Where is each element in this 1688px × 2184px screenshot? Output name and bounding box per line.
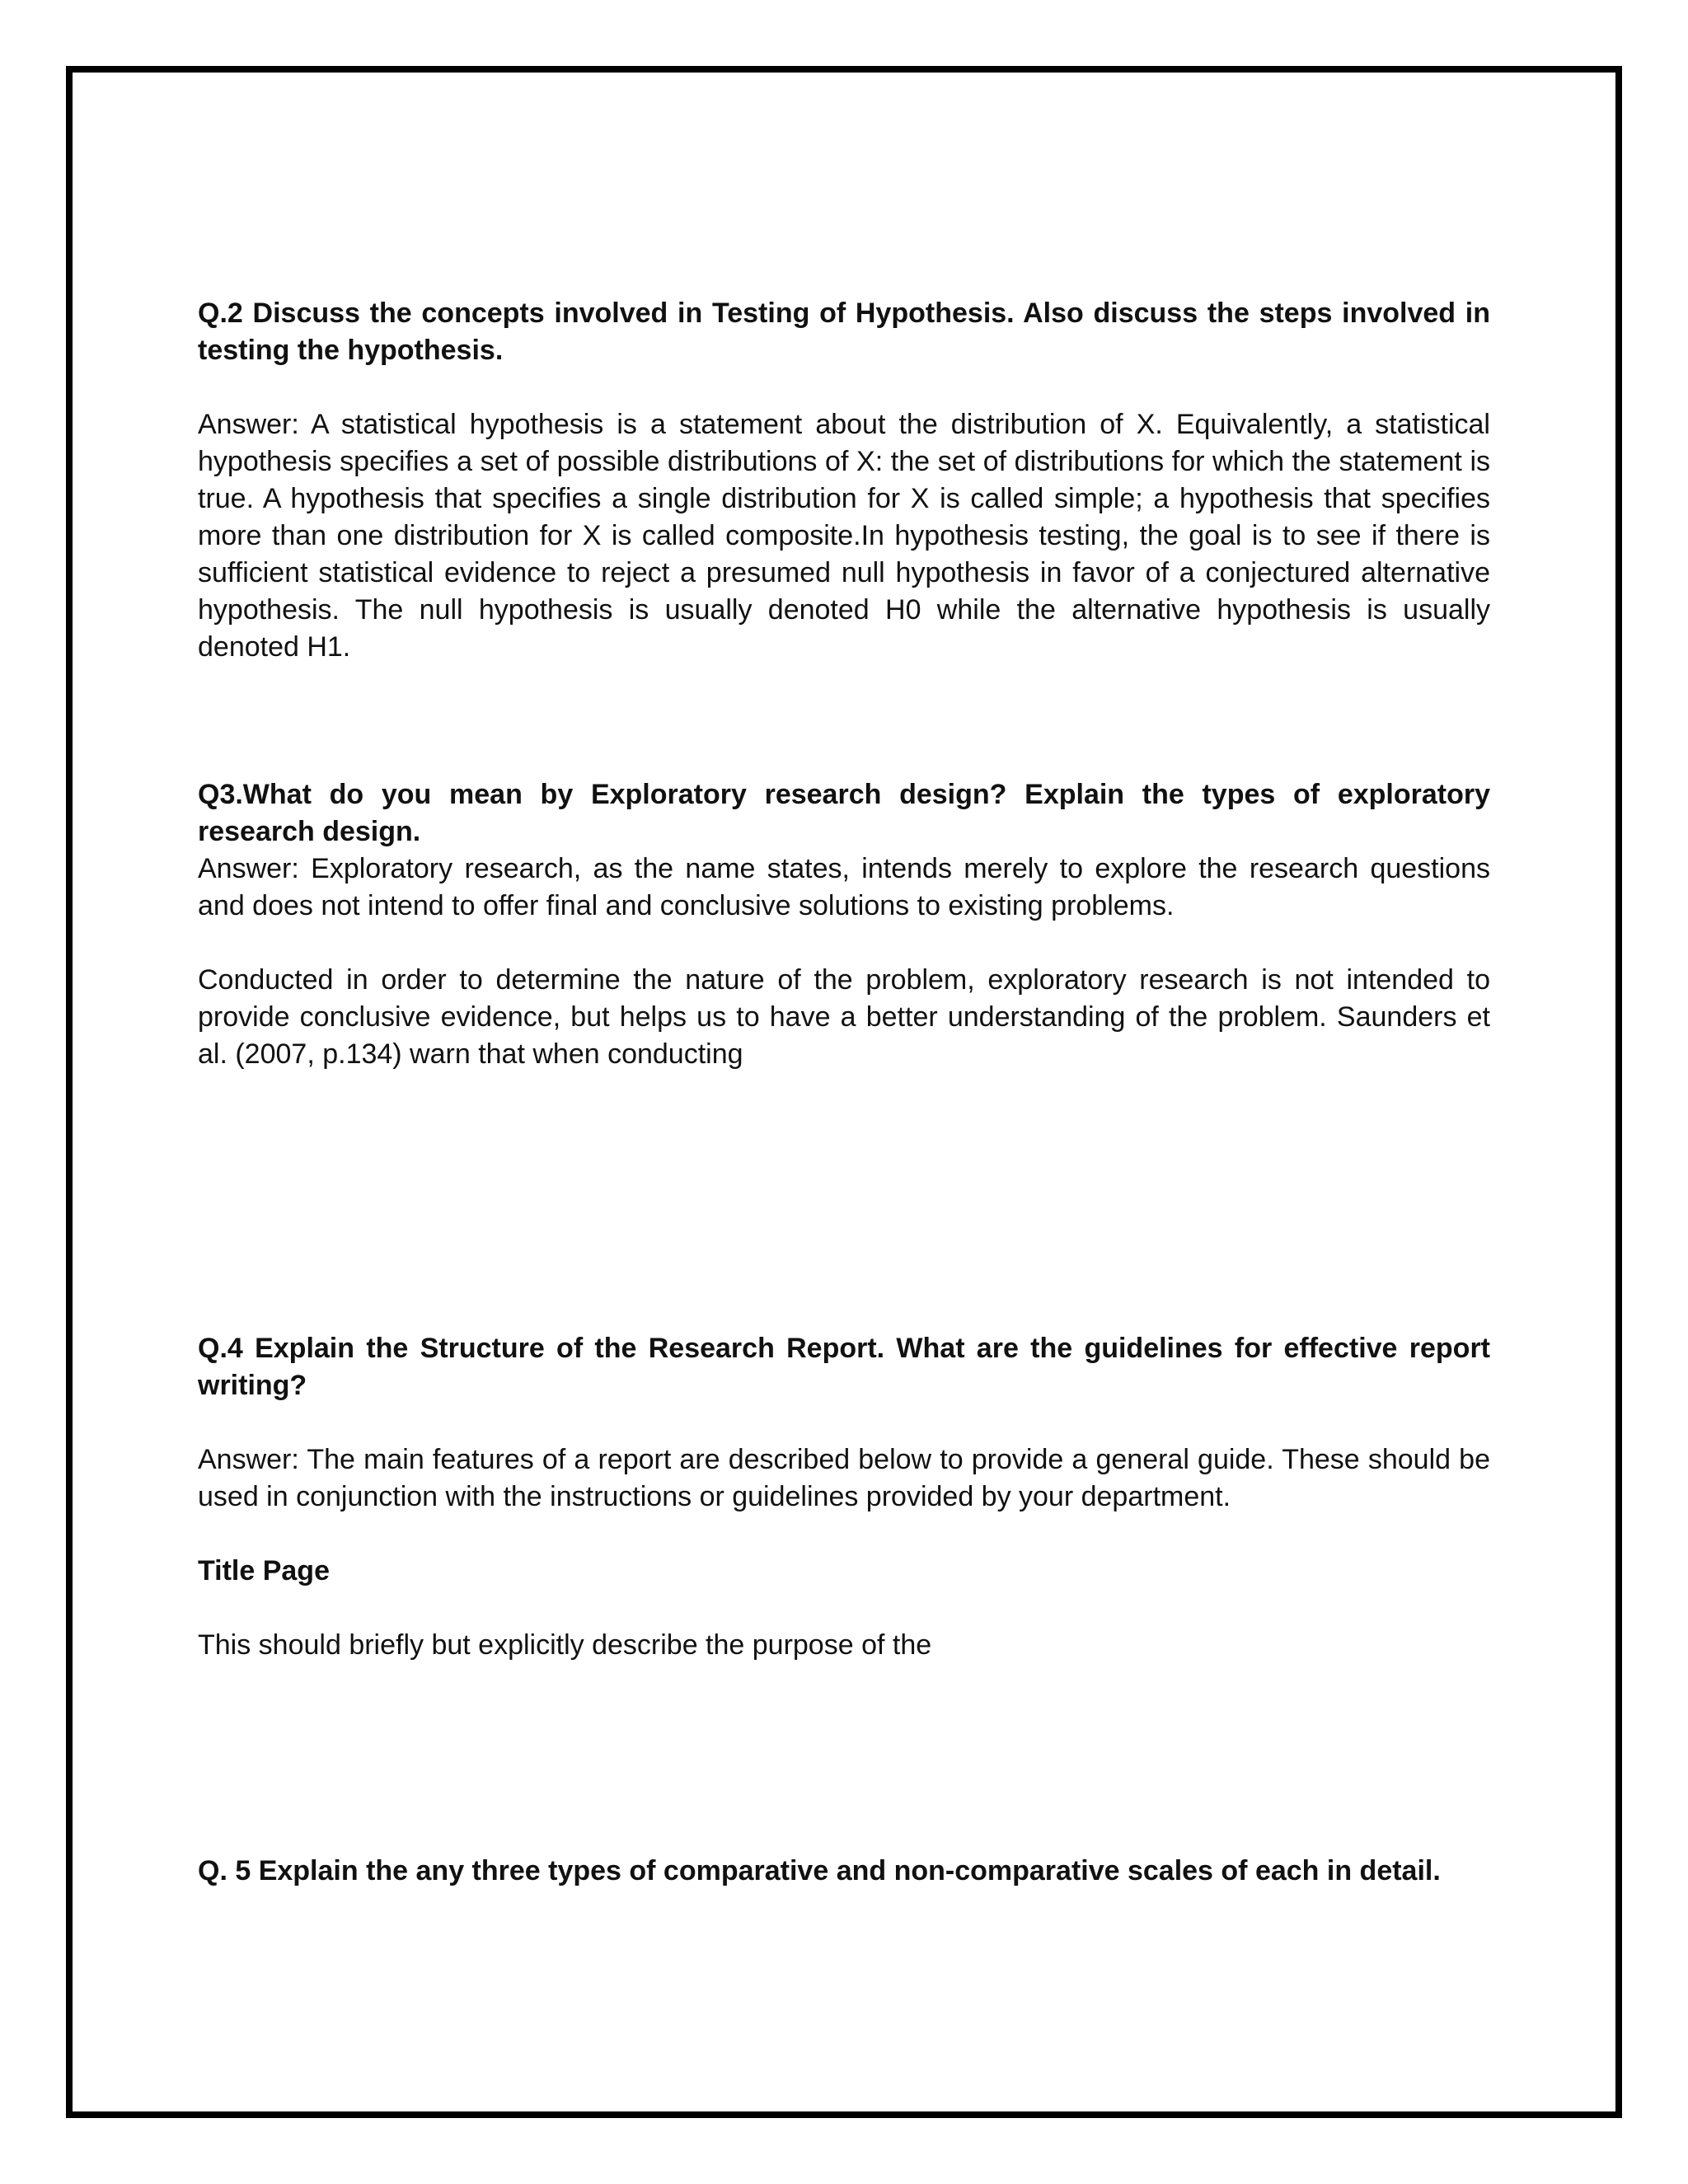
q3-answer: Answer: Exploratory research, as the name states, intends merely to explore the research questions and does not intend to offer final and conclusive solutions to existing problems. xyxy=(198,853,1490,921)
q2-section xyxy=(198,295,1490,666)
q3-question: Q3.What do you mean by Exploratory research design? Explain the types of exploratory research design. xyxy=(198,779,1490,847)
q3-paragraph-2: Conducted in order to determine the nature of the problem, exploratory research is not intended to provide conclusive evidence, but helps us to have a better understanding of the problem. Saunders et al. (2007, p.134) warn that when conducting xyxy=(198,964,1490,1070)
q4-question: Q.4 Explain the Structure of the Research Report. What are the guidelines for effective report writing? xyxy=(198,1333,1490,1401)
q4-section xyxy=(198,1330,1490,1664)
q2-answer: Answer: A statistical hypothesis is a statement about the distribution of X. Equivalently, a statistical hypothesis specifies a set of possible distributions of X: the set of distributions for which the statement is true. A hypothesis that specifies a single distribution for X is called simple; a hypothesis that specifies more than one distribution for X is called composite.In hypothesis testing, the goal is to see if there is sufficient statistical evidence to reject a presumed null hypothesis in favor of a conjectured alternative hypothesis. The null hypothesis is usually denoted H0 while the alternative hypothesis is usually denoted H1. xyxy=(198,409,1490,663)
q5-question: Q. 5 Explain the any three types of comparative and non-comparative scales of each in detail. xyxy=(198,1855,1441,1886)
q2-question: Q.2 Discuss the concepts involved in Testing of Hypothesis. Also discuss the steps involved in testing the hypothesis. xyxy=(198,298,1490,366)
q3-section xyxy=(198,776,1490,1073)
title-page-heading: Title Page xyxy=(198,1555,330,1586)
title-page-text: This should briefly but explicitly describe the purpose of the xyxy=(198,1629,932,1661)
q5-section xyxy=(198,1853,1490,1890)
q4-answer: Answer: The main features of a report are described below to provide a general guide. These should be used in conjunction with the instructions or guidelines provided by your department. xyxy=(198,1444,1490,1512)
